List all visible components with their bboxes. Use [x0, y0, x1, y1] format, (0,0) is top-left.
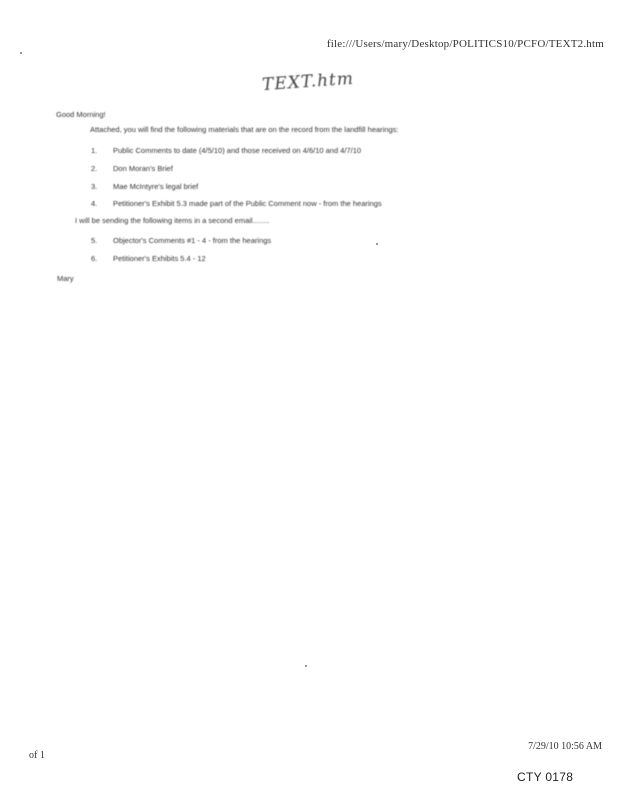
list-item-number: 1. [91, 146, 98, 155]
email-signature: Mary [57, 274, 74, 283]
list-item-text: Mae McIntyre's legal brief [113, 182, 199, 191]
second-email-note: I will be sending the following items in a second email........ [75, 216, 270, 225]
email-greeting: Good Morning! [56, 110, 106, 119]
file-path-header: file:///Users/mary/Desktop/POLITICS10/PCFO/TEXT2.htm [326, 38, 604, 50]
list-item-text: Don Moran's Brief [113, 164, 173, 173]
list-item [91, 199, 382, 208]
handwritten-note: TEXT.htm [261, 68, 355, 96]
email-intro: Attached, you will find the following materials that are on the record from the landfill hearings: [90, 125, 399, 134]
list-item [91, 146, 361, 155]
list-item-text: Petitioner's Exhibit 5.3 made part of the Public Comment now - from the hearings [113, 199, 382, 208]
list-item [91, 164, 173, 173]
list-item [91, 236, 271, 245]
list-item-text: Objector's Comments #1 - 4 - from the hearings [113, 236, 272, 245]
bates-number: CTY 0178 [517, 770, 574, 784]
list-item-number: 2. [91, 164, 98, 173]
list-item-number: 6. [91, 254, 98, 263]
list-item-number: 5. [91, 236, 98, 245]
scan-speck [20, 52, 22, 54]
page-count: of 1 [29, 750, 45, 761]
list-item-number: 3. [91, 182, 98, 191]
list-item [91, 182, 198, 191]
scan-speck [305, 665, 307, 667]
list-item [91, 254, 206, 263]
scan-speck [376, 243, 378, 245]
print-timestamp: 7/29/10 10:56 AM [528, 741, 602, 752]
list-item-number: 4. [91, 199, 98, 208]
list-item-text: Petitioner's Exhibits 5.4 - 12 [113, 254, 206, 263]
list-item-text: Public Comments to date (4/5/10) and those received on 4/6/10 and 4/7/10 [113, 146, 362, 155]
